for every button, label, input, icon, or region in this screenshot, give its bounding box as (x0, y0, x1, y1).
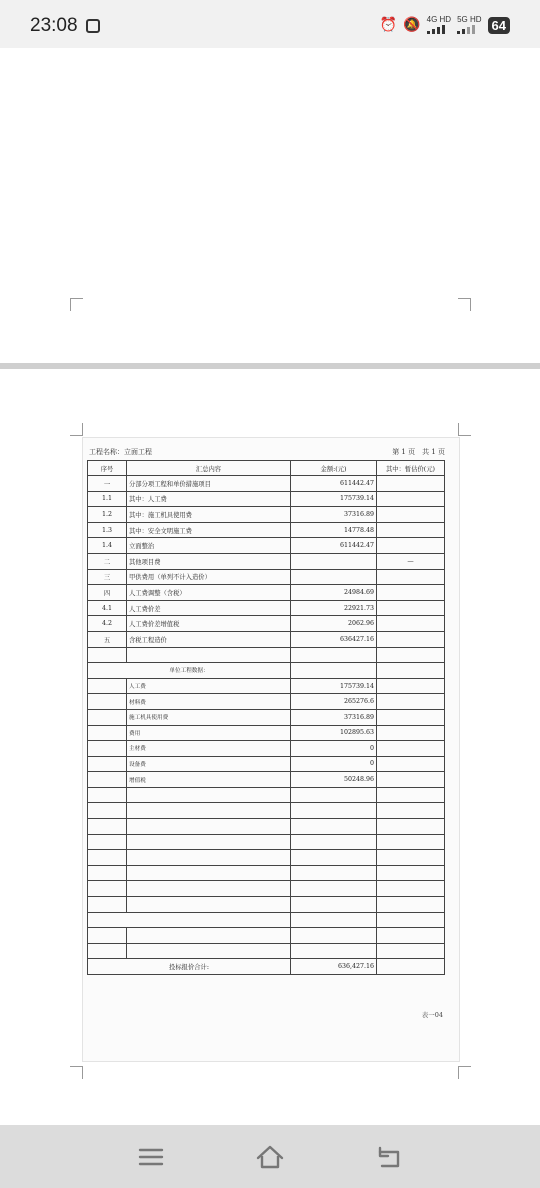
row-name: 含税工程造价 (127, 631, 291, 647)
table-row (88, 585, 445, 601)
row-name: 人工费价差 (127, 600, 291, 616)
gallery-icon (86, 19, 100, 33)
table-row (88, 491, 445, 507)
unit-row-amount: 50248.96 (291, 772, 377, 788)
row-amount: 14778.48 (291, 522, 377, 538)
row-no: 4.2 (88, 616, 127, 632)
empty-row (88, 897, 445, 913)
row-no: 一 (88, 476, 127, 492)
row-name: 甲供费用（单列不计入造价） (127, 569, 291, 585)
empty-row (88, 850, 445, 866)
unit-row-amount: 37316.89 (291, 709, 377, 725)
column-header: 序号 (88, 461, 127, 476)
crop-mark (458, 298, 471, 311)
status-time: 23:08 (30, 15, 78, 36)
empty-row (88, 943, 445, 959)
row-amount: 611442.47 (291, 476, 377, 492)
signal-icon (427, 16, 451, 34)
row-estimate (377, 600, 445, 616)
row-name: 立面整治 (127, 538, 291, 554)
row-estimate (377, 507, 445, 523)
row-no: 二 (88, 553, 127, 569)
crop-mark (70, 1066, 83, 1079)
row-name: 其他项目费 (127, 553, 291, 569)
row-estimate (377, 585, 445, 601)
crop-mark (70, 423, 83, 436)
unit-section-title-row (88, 663, 445, 679)
menu-button[interactable] (136, 1143, 166, 1171)
page-number: 第 1 页 共 1 页 (392, 448, 445, 456)
table-row (88, 600, 445, 616)
table-row (88, 522, 445, 538)
unit-row-name: 人工费 (127, 678, 291, 694)
row-name: 其中：人工费 (127, 491, 291, 507)
table-row (88, 538, 445, 554)
row-amount: 2062.96 (291, 616, 377, 632)
network-label-2: 5G HD (457, 15, 482, 24)
battery-icon: 64 (488, 17, 510, 34)
project-name: 工程名称：立面工程 (89, 448, 152, 456)
crop-mark (70, 298, 83, 311)
unit-row (88, 756, 445, 772)
unit-row-name: 增值税 (127, 772, 291, 788)
network-label-1: 4G HD (426, 15, 452, 24)
unit-row-name: 施工机具使用费 (127, 709, 291, 725)
empty-row (88, 803, 445, 819)
unit-row-amount: 265276.6 (291, 694, 377, 710)
unit-section-title: 单位工程数据： (88, 663, 291, 679)
mute-icon: 🔕 (403, 17, 421, 33)
row-no: 1.2 (88, 507, 127, 523)
unit-row-name: 费用 (127, 725, 291, 741)
row-name: 其中：安全文明施工费 (127, 522, 291, 538)
empty-row (88, 865, 445, 881)
page-separator (0, 363, 540, 369)
column-header: 金额:(元) (291, 461, 377, 476)
unit-row-amount: 0 (291, 741, 377, 757)
empty-row (88, 819, 445, 835)
unit-row (88, 709, 445, 725)
row-name: 人工费调整（含税） (127, 585, 291, 601)
empty-row (88, 912, 445, 928)
empty-row (88, 787, 445, 803)
table-header (88, 461, 445, 476)
unit-row-name: 设备费 (127, 756, 291, 772)
unit-row (88, 694, 445, 710)
crop-mark (458, 423, 471, 436)
form-code: 表一04 (421, 1011, 443, 1019)
row-estimate (377, 538, 445, 554)
table-row (88, 616, 445, 632)
row-no: 1.1 (88, 491, 127, 507)
row-no: 1.3 (88, 522, 127, 538)
row-no: 三 (88, 569, 127, 585)
row-amount: 37316.89 (291, 507, 377, 523)
row-estimate (377, 631, 445, 647)
row-no: 4.1 (88, 600, 127, 616)
row-amount: 24984.69 (291, 585, 377, 601)
unit-row-amount: 175739.14 (291, 678, 377, 694)
row-amount (291, 569, 377, 585)
document-page (82, 437, 460, 1062)
back-button[interactable] (374, 1143, 404, 1171)
menu-icon (136, 1143, 166, 1171)
status-bar (0, 0, 540, 48)
empty-row (88, 881, 445, 897)
row-amount: 611442.47 (291, 538, 377, 554)
document-header (89, 447, 445, 459)
row-estimate (377, 476, 445, 492)
column-header: 汇总内容 (127, 461, 291, 476)
total-amount: 636,427.16 (291, 959, 377, 975)
unit-row-amount: 0 (291, 756, 377, 772)
row-no: 四 (88, 585, 127, 601)
table-row (88, 507, 445, 523)
table-row (88, 476, 445, 492)
row-no: 五 (88, 631, 127, 647)
column-header: 其中：暂估价(元) (377, 461, 445, 476)
empty-row (88, 834, 445, 850)
unit-row-name: 材料费 (127, 694, 291, 710)
navigation-bar (0, 1125, 540, 1188)
table-row (88, 569, 445, 585)
cost-summary-table (87, 460, 445, 975)
alarm-icon: ⏰ (379, 17, 398, 33)
back-icon (374, 1143, 404, 1171)
crop-mark (458, 1066, 471, 1079)
row-amount (291, 553, 377, 569)
row-amount: 175739.14 (291, 491, 377, 507)
row-name: 人工费价差增值税 (127, 616, 291, 632)
row-name: 其中：施工机具使用费 (127, 507, 291, 523)
row-estimate (377, 491, 445, 507)
empty-row (88, 647, 445, 663)
signal-icon (457, 16, 481, 34)
total-row (88, 959, 445, 975)
home-icon (255, 1143, 285, 1171)
unit-row (88, 772, 445, 788)
table-row (88, 553, 445, 569)
unit-row (88, 741, 445, 757)
row-amount: 22921.73 (291, 600, 377, 616)
unit-row (88, 725, 445, 741)
row-estimate (377, 569, 445, 585)
unit-row (88, 678, 445, 694)
home-button[interactable] (255, 1143, 285, 1171)
unit-row-amount: 102895.63 (291, 725, 377, 741)
row-name: 分部分项工程和单价措施项目 (127, 476, 291, 492)
total-label: 投标报价合计: (88, 959, 291, 975)
table-row (88, 631, 445, 647)
empty-row (88, 928, 445, 944)
status-icons (380, 15, 510, 35)
unit-row-name: 主材费 (127, 741, 291, 757)
row-estimate: — (377, 553, 445, 569)
row-estimate (377, 616, 445, 632)
row-estimate (377, 522, 445, 538)
row-no: 1.4 (88, 538, 127, 554)
row-amount: 636427.16 (291, 631, 377, 647)
